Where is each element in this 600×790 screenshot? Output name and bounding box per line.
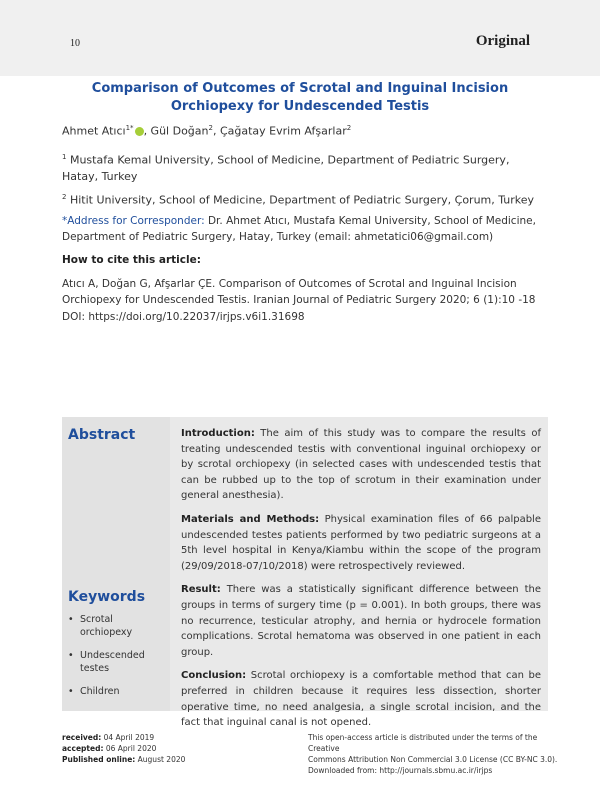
author-3: , Çağatay Evrim Afşarlar — [212, 124, 347, 138]
affiliation-2-text: Hitit University, School of Medicine, Department of Pediatric Surgery, Çorum, Turkey — [69, 193, 535, 207]
affiliation-2 — [62, 189, 534, 209]
abstract-introduction — [181, 426, 541, 504]
affiliation-1 — [62, 149, 509, 185]
correspondence-line-1: Dr. Ahmet Atıcı, Mustafa Kemal University, School of Medicine, — [204, 215, 536, 227]
doi-link[interactable]: DOI: https://doi.org/10.22037/irjps.v6i1.31698 — [62, 311, 305, 323]
license-line-1: This open-access article is distributed under the terms of the Creative — [308, 733, 538, 753]
orcid-icon[interactable] — [135, 127, 144, 136]
keyword-item: • Scrotal orchiopexy — [66, 613, 166, 639]
intro-text: The aim of this study was to compare the results of treating undescended testis with conventional inguinal orchiopexy or by scrotal orchiopexy (in selected cases with undescended testis that can be rubbed up to the top of scrotum in their examination under general anesthesia). — [181, 428, 541, 502]
received-label: received: — [62, 733, 102, 742]
authors — [62, 124, 351, 138]
author-1-sup: 1* — [125, 124, 134, 132]
correspondence-line-2[interactable]: Department of Pediatric Surgery, Hatay, Turkey (email: ahmetatici06@gmail.com) — [62, 231, 494, 243]
received-date: 04 April 2019 — [101, 733, 155, 742]
published-label: Published online: — [62, 755, 136, 764]
author-2: , Gül Doğan — [143, 124, 209, 138]
affiliation-1-text-2: Hatay, Turkey — [62, 169, 138, 183]
affiliation-1-sup: 1 — [62, 153, 67, 161]
abstract-conclusion — [181, 668, 541, 730]
abstract-heading: Abstract — [68, 427, 136, 443]
license-line-3[interactable]: Downloaded from: http://journals.sbmu.ac.ir/irjps — [308, 766, 493, 775]
abstract-body — [181, 426, 541, 739]
methods-text: Physical examination files of 66 palpable undescended testes patients performed by two pediatric surgeons at a 5th level hospital in Kenya/Kiambu within the scope of the program (29/09/2018-07/10/2018) were retrospectively reviewed. — [181, 513, 541, 572]
keywords-list — [66, 613, 166, 708]
footer-dates — [62, 732, 185, 765]
citation — [62, 276, 542, 308]
keyword-item: • Children — [66, 685, 166, 698]
abstract-methods — [181, 512, 541, 574]
header-bar — [0, 0, 600, 76]
intro-label: Introduction: — [181, 428, 255, 439]
citation-line-1: Atıcı A, Doğan G, Afşarlar ÇE. Comparison of Outcomes of Scrotal and Inguinal Incision — [62, 278, 517, 290]
keywords-heading: Keywords — [68, 589, 146, 605]
article-type: Original — [475, 33, 530, 49]
abstract-box — [62, 417, 548, 729]
author-3-sup: 2 — [346, 124, 352, 132]
correspondence-lead: *Address for Corresponder: — [62, 215, 205, 227]
license-line-2: Commons Attribution Non Commercial 3.0 License (CC BY-NC 3.0). — [308, 755, 558, 764]
article-title: Comparison of Outcomes of Scrotal and Inguinal Incision Orchiopexy for Undescended Testis — [91, 81, 509, 114]
conclusion-text: Scrotal orchiopexy is a comfortable method that can be preferred in children because it requires less dissection, shorter operative time, no need analgesia, a single scrotal incision, and the fact that inguinal canal is not opened. — [181, 670, 541, 729]
correspondence — [62, 213, 542, 245]
accepted-date: 06 April 2020 — [103, 744, 157, 753]
keyword-item: • Undescended testes — [66, 649, 166, 675]
accepted-label: accepted: — [62, 744, 104, 753]
abstract-result — [181, 582, 541, 660]
author-2-sup: 2 — [208, 124, 213, 132]
footer-license — [308, 732, 568, 776]
affiliation-1-text: Mustafa Kemal University, School of Medicine, Department of Pediatric Surgery, — [69, 153, 510, 167]
result-label: Result: — [181, 584, 221, 596]
how-to-cite-heading: How to cite this article: — [62, 254, 201, 266]
author-1[interactable]: Ahmet Atıcı — [62, 124, 126, 138]
published-date: August 2020 — [135, 755, 186, 764]
page-number: 10 — [70, 38, 80, 49]
methods-label: Materials and Methods: — [181, 513, 320, 525]
affiliation-2-sup: 2 — [62, 193, 67, 201]
conclusion-label: Conclusion: — [181, 670, 247, 682]
abstract-sidebar — [62, 417, 170, 711]
result-text: There was a statistically significant difference between the groups in terms of surgery time (p = 0.001). In both groups, there was no recurrence, testicular atrophy, and hernia or hydrocele formation complications. Scrotal hematoma was observed in one patient in each group. — [181, 584, 541, 658]
citation-line-2: Orchiopexy for Undescended Testis. Iranian Journal of Pediatric Surgery 2020; 6 (1):10 -18 — [62, 294, 536, 306]
